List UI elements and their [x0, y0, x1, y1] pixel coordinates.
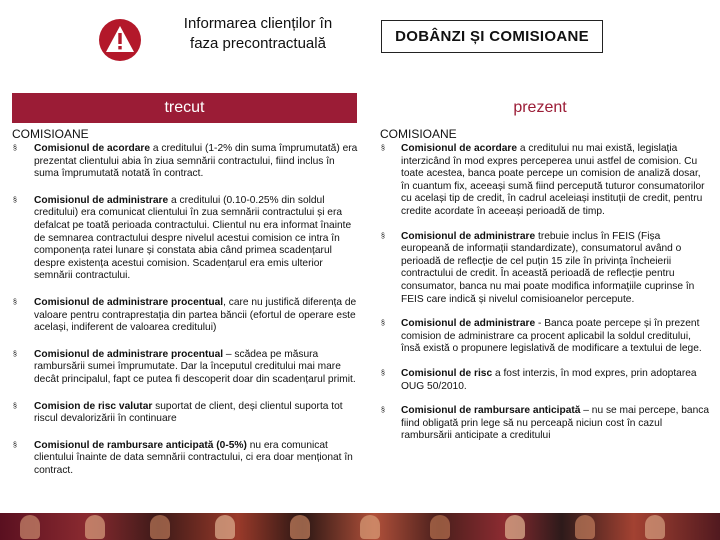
list-item: § Comisionul de risc a fost interzis, în mod expres, prin adoptarea OUG 50/2010.: [381, 367, 697, 392]
warning-triangle-icon: [98, 18, 142, 62]
bullet-icon: §: [381, 407, 385, 415]
list-item: § Comisionul de acordare a creditului nu mai există, legislația interzicând în mod expres perceperea unui astfel de comision. Cu toate acestea, banca poate percepe un comision de analiză dosar, în cuantum fix, aceeași sumă fiind percepută tuturor consumatorilor cu același tip de credit, în cadrul aceleiași instituții de credit, pentru credite acordate în aceeași perioadă de timp.: [381, 143, 705, 217]
bullet-icon: §: [381, 232, 385, 240]
bullet-icon: §: [13, 196, 17, 204]
strip-photo: [360, 515, 380, 539]
precontract-notice: [98, 12, 368, 62]
strip-photo: [505, 515, 525, 539]
column-trecut: [12, 127, 360, 477]
section-heading-right: COMISIOANE: [380, 127, 457, 141]
column-prezent: [380, 127, 710, 443]
strip-photo: [85, 515, 105, 539]
bullet-icon: §: [13, 441, 17, 449]
strip-photo: [215, 515, 235, 539]
list-item: § Comisionul de rambursare anticipată – nu se mai percepe, banca fiind obligată prin lege să nu perceapă niciun cost în cazul rambursării anticipate a creditului: [381, 405, 710, 442]
decorative-photo-strip: [0, 513, 720, 540]
list-item: § Comisionul de administrare - Banca poate percepe și în prezent comision de administrare ca procent aplicabil la soldul creditului, însă există o propunere legislativă de modificare a textului de lege.: [381, 318, 702, 355]
list-item: § Comisionul de rambursare anticipată (0-5%) nu era comunicat clientului înainte de data semnării contractului, ci era doar menționat în contract.: [13, 439, 353, 476]
bullet-icon: §: [13, 402, 17, 410]
list-item: § Comisionul de administrare trebuie inclus în FEIS (Fișa europeană de informații standardizate), consumatorul având o perioadă de reflecție de cel puțin 15 zile în privința încheierii contractului de credit. În această perioadă de reflecție pentru consumator, banca nu mai poate modifica informațiile cuprinse în FEIS care indică și nivelul comisioanelor percepute.: [381, 230, 695, 305]
bullet-icon: §: [13, 145, 17, 152]
bullet-list-left: [12, 143, 360, 477]
section-heading-left: COMISIOANE: [12, 127, 89, 141]
list-item: § Comisionul de administrare a creditului (0.10-0.25% din soldul creditului) era comunicat clientului în zua semnării contractului și era defalcat pe toată perioada contractului. Clientul nu era informat înainte de semnarea contractului despre nivelul acestui comision ce intra în componența ratei lunare și constata abia când primea scadențarul despre existența acestui comision. Scadențarul era emis ulterior semnării contractului.: [13, 194, 352, 282]
bullet-icon: §: [381, 145, 385, 152]
list-item: § Comision de risc valutar suportat de client, deși clientul suporta tot riscul devalorizării în continuare: [13, 400, 343, 425]
bullet-list-right: [380, 143, 710, 443]
band-trecut: trecut: [12, 93, 357, 123]
notice-title: [148, 14, 368, 54]
strip-photo: [290, 515, 310, 539]
strip-photo: [575, 515, 595, 539]
bullet-icon: §: [381, 369, 385, 377]
page-title: DOBÂNZI ȘI COMISIOANE: [381, 20, 603, 53]
strip-photo: [150, 515, 170, 539]
list-item: § Comisionul de acordare a creditului (1-2% din suma împrumutată) era prezentat clientului abia în ziua semnării contractului, fiind inclus în suma împrumutată notată în contract.: [13, 143, 358, 180]
bullet-icon: §: [13, 298, 17, 306]
strip-photo: [645, 515, 665, 539]
strip-photo: [20, 515, 40, 539]
band-prezent: prezent: [376, 93, 704, 123]
bullet-icon: §: [381, 320, 385, 328]
list-item: § Comisionul de administrare procentual, care nu justifică diferența de valoare pentru contraprestația din partea băncii (efortul de operare este același, indiferent de valoarea creditului): [13, 296, 357, 334]
list-item: § Comisionul de administrare procentual – scădea pe măsura rambursării sumei împrumutate. Dar la începutul creditului mai mare decât principalul, fapt ce putea fi descoperit doar din scadențarul primit.: [13, 348, 356, 385]
notice-line-2: faza precontractuală: [190, 35, 326, 52]
notice-line-1: Informarea clienților în: [183, 15, 333, 32]
bullet-icon: §: [13, 350, 17, 358]
strip-photo: [430, 515, 450, 539]
